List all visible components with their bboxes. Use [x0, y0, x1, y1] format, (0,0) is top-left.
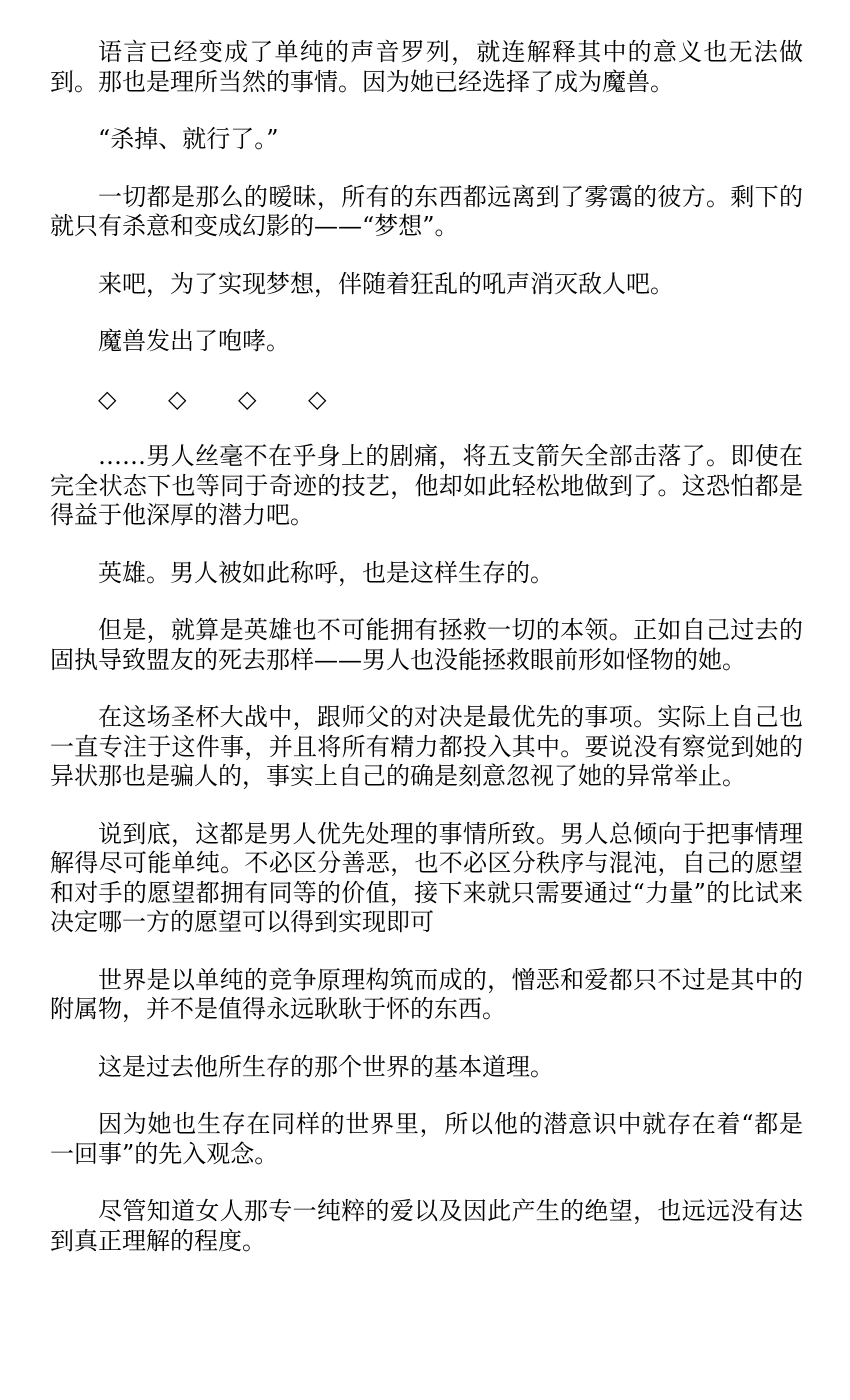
paragraph: 英雄。男人被如此称呼，也是这样生存的。: [98, 558, 554, 587]
diamond-icon: ◇: [238, 384, 257, 413]
paragraph: 世界是以单纯的竞争原理构筑而成的，憎恶和爱都只不过是其中的附属物，并不是值得永远耿耿于怀的东西。: [50, 965, 803, 1023]
paragraph-dialogue: “杀掉、就行了。”: [98, 125, 279, 153]
paragraph: 在这场圣杯大战中，跟师父的对决是最优先的事项。实际上自己也一直专注于这件事，并且将所有精力都投入其中。要说没有察觉到她的异状那也是骗人的，事实上自己的确是刻意忽视了她的异常举止。: [50, 703, 803, 790]
paragraph: 魔兽发出了咆哮。: [98, 327, 290, 355]
diamond-icon: ◇: [168, 384, 187, 413]
paragraph: 来吧，为了实现梦想，伴随着狂乱的吼声消灭敌人吧。: [98, 269, 674, 298]
paragraph: 但是，就算是英雄也不可能拥有拯救一切的本领。正如自己过去的固执导致盟友的死去那样——男人也没能拯救眼前形如怪物的她。: [50, 616, 803, 674]
scene-break-divider: [50, 385, 803, 415]
diamond-icon: ◇: [98, 384, 117, 413]
paragraph: 说到底，这都是男人优先处理的事情所致。男人总倾向于把事情理解得尽可能单纯。不必区分善恶，也不必区分秩序与混沌，自己的愿望和对手的愿望都拥有同等的价值，接下来就只需要通过“力量”的比试来决定哪一方的愿望可以得到实现即可: [50, 819, 803, 936]
paragraph: 一切都是那么的暧昧，所有的东西都远离到了雾霭的彼方。剩下的就只有杀意和变成幻影的——“梦想”。: [50, 182, 803, 240]
diamond-icon: ◇: [308, 384, 327, 413]
document-page: [50, 38, 803, 1256]
paragraph: ……男人丝毫不在乎身上的剧痛，将五支箭矢全部击落了。即使在完全状态下也等同于奇迹的技艺，他却如此轻松地做到了。这恐怕都是得益于他深厚的潜力吧。: [50, 442, 803, 529]
paragraph: 语言已经变成了单纯的声音罗列，就连解释其中的意义也无法做到。那也是理所当然的事情。因为她已经选择了成为魔兽。: [50, 38, 803, 96]
paragraph: 这是过去他所生存的那个世界的基本道理。: [98, 1052, 554, 1081]
paragraph: 尽管知道女人那专一纯粹的爱以及因此产生的绝望，也远远没有达到真正理解的程度。: [50, 1197, 803, 1255]
paragraph: 因为她也生存在同样的世界里，所以他的潜意识中就存在着“都是一回事”的先入观念。: [50, 1110, 803, 1168]
